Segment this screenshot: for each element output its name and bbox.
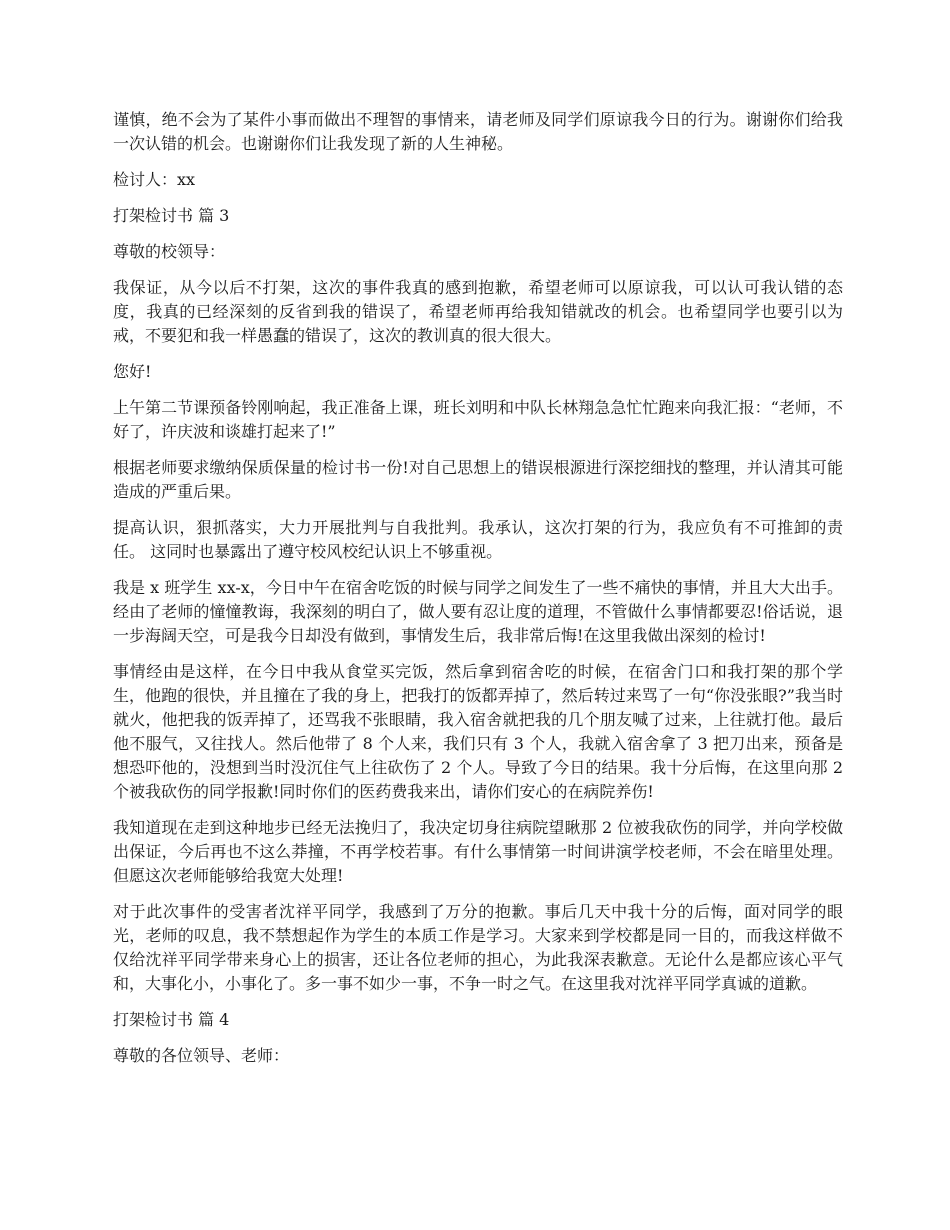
salutation-school-leaders: 尊敬的校领导： [113,242,226,261]
greeting: 您好! [113,362,152,381]
signature-line: 检讨人：xx [113,170,196,189]
paragraph-report: 上午第二节课预备铃刚响起，我正准备上课，班长刘明和中队长林翔急急忙忙跑来向我汇报：“老师，不好了，许庆波和谈雄打起来了!” [113,398,843,441]
paragraph-incident: 事情经由是这样，在今日中我从食堂买完饭，然后拿到宿舍吃的时候，在宿舍门口和我打架的那个学生，他跑的很快，并且撞在了我的身上，把我打的饭都弄掉了，然后转过来骂了一句“你没张眼?”我当时就火，他把我的饭弄掉了，还骂我不张眼睛，我入宿舍就把我的几个朋友喊了过来，上往就打他。最后他不服气，又往找人。然后他带了 8 个人来，我们只有 3 个人，我就入宿舍拿了 3 把刀出来，预备是想恐吓他的，没想到当时没沉住气上往砍伤了 2 个人。导致了今日的结果。我十分后悔，在这里向那 2 个被我砍伤的同学报歉!同时你们的医药费我来出，请你们安心的在病院养伤! [113,662,843,801]
salutation-leaders-teachers: 尊敬的各位领导、老师： [113,1046,290,1065]
paragraph-self-criticism: 提高认识，狠抓落实，大力开展批判与自我批判。我承认，这次打架的行为，我应负有不可推卸的责任。 这同时也暴露出了遵守校风校纪认识上不够重视。 [113,518,843,561]
paragraph-promise: 我保证，从今以后不打架，这次的事件我真的感到抱歉，希望老师可以原谅我，可以认可我认错的态度，我真的已经深刻的反省到我的错误了，希望老师再给我知错就改的机会。也希望同学也要引以为戒，不要犯和我一样愚蠢的错误了，这次的教训真的很大很大。 [113,278,843,345]
document-body [113,108,843,1080]
paragraph-apology-victim: 对于此次事件的受害者沈祥平同学，我感到了万分的抱歉。事后几天中我十分的后悔，面对同学的眼光，老师的叹息，我不禁想起作为学生的本质工作是学习。大家来到学校都是同一目的，而我这样做不仅给沈祥平同学带来身心上的损害，还让各位老师的担心，为此我深表歉意。无论什么是都应该心平气和，大事化小，小事化了。多一事不如少一事，不争一时之气。在这里我对沈祥平同学真诚的道歉。 [113,902,843,993]
paragraph-requirement: 根据老师要求缴纳保质保量的检讨书一份!对自己思想上的错误根源进行深挖细找的整理，并认清其可能造成的严重后果。 [113,458,843,501]
section-heading-4: 打架检讨书 篇 4 [113,1010,230,1029]
paragraph-decision: 我知道现在走到这种地步已经无法挽归了，我决定切身往病院望瞅那 2 位被我砍伤的同学，并向学校做出保证，今后再也不这么莽撞，不再学校若事。有什么事情第一时间讲演学校老师，不会在暗里处理。但愿这次老师能够给我宽大处理! [113,818,843,885]
paragraph-closing-apology: 谨慎，绝不会为了某件小事而做出不理智的事情来，请老师及同学们原谅我今日的行为。谢谢你们给我一次认错的机会。也谢谢你们让我发现了新的人生神秘。 [113,110,843,153]
paragraph-introduction: 我是 x 班学生 xx-x，今日中午在宿舍吃饭的时候与同学之间发生了一些不痛快的事情，并且大大出手。经由了老师的憧憧教诲，我深刻的明白了，做人要有忍让度的道理，不管做什么事情都要忍!俗话说，退一步海阔天空，可是我今日却没有做到，事情发生后，我非常后悔!在这里我做出深刻的检讨! [113,578,843,645]
section-heading-3: 打架检讨书 篇 3 [113,206,230,225]
